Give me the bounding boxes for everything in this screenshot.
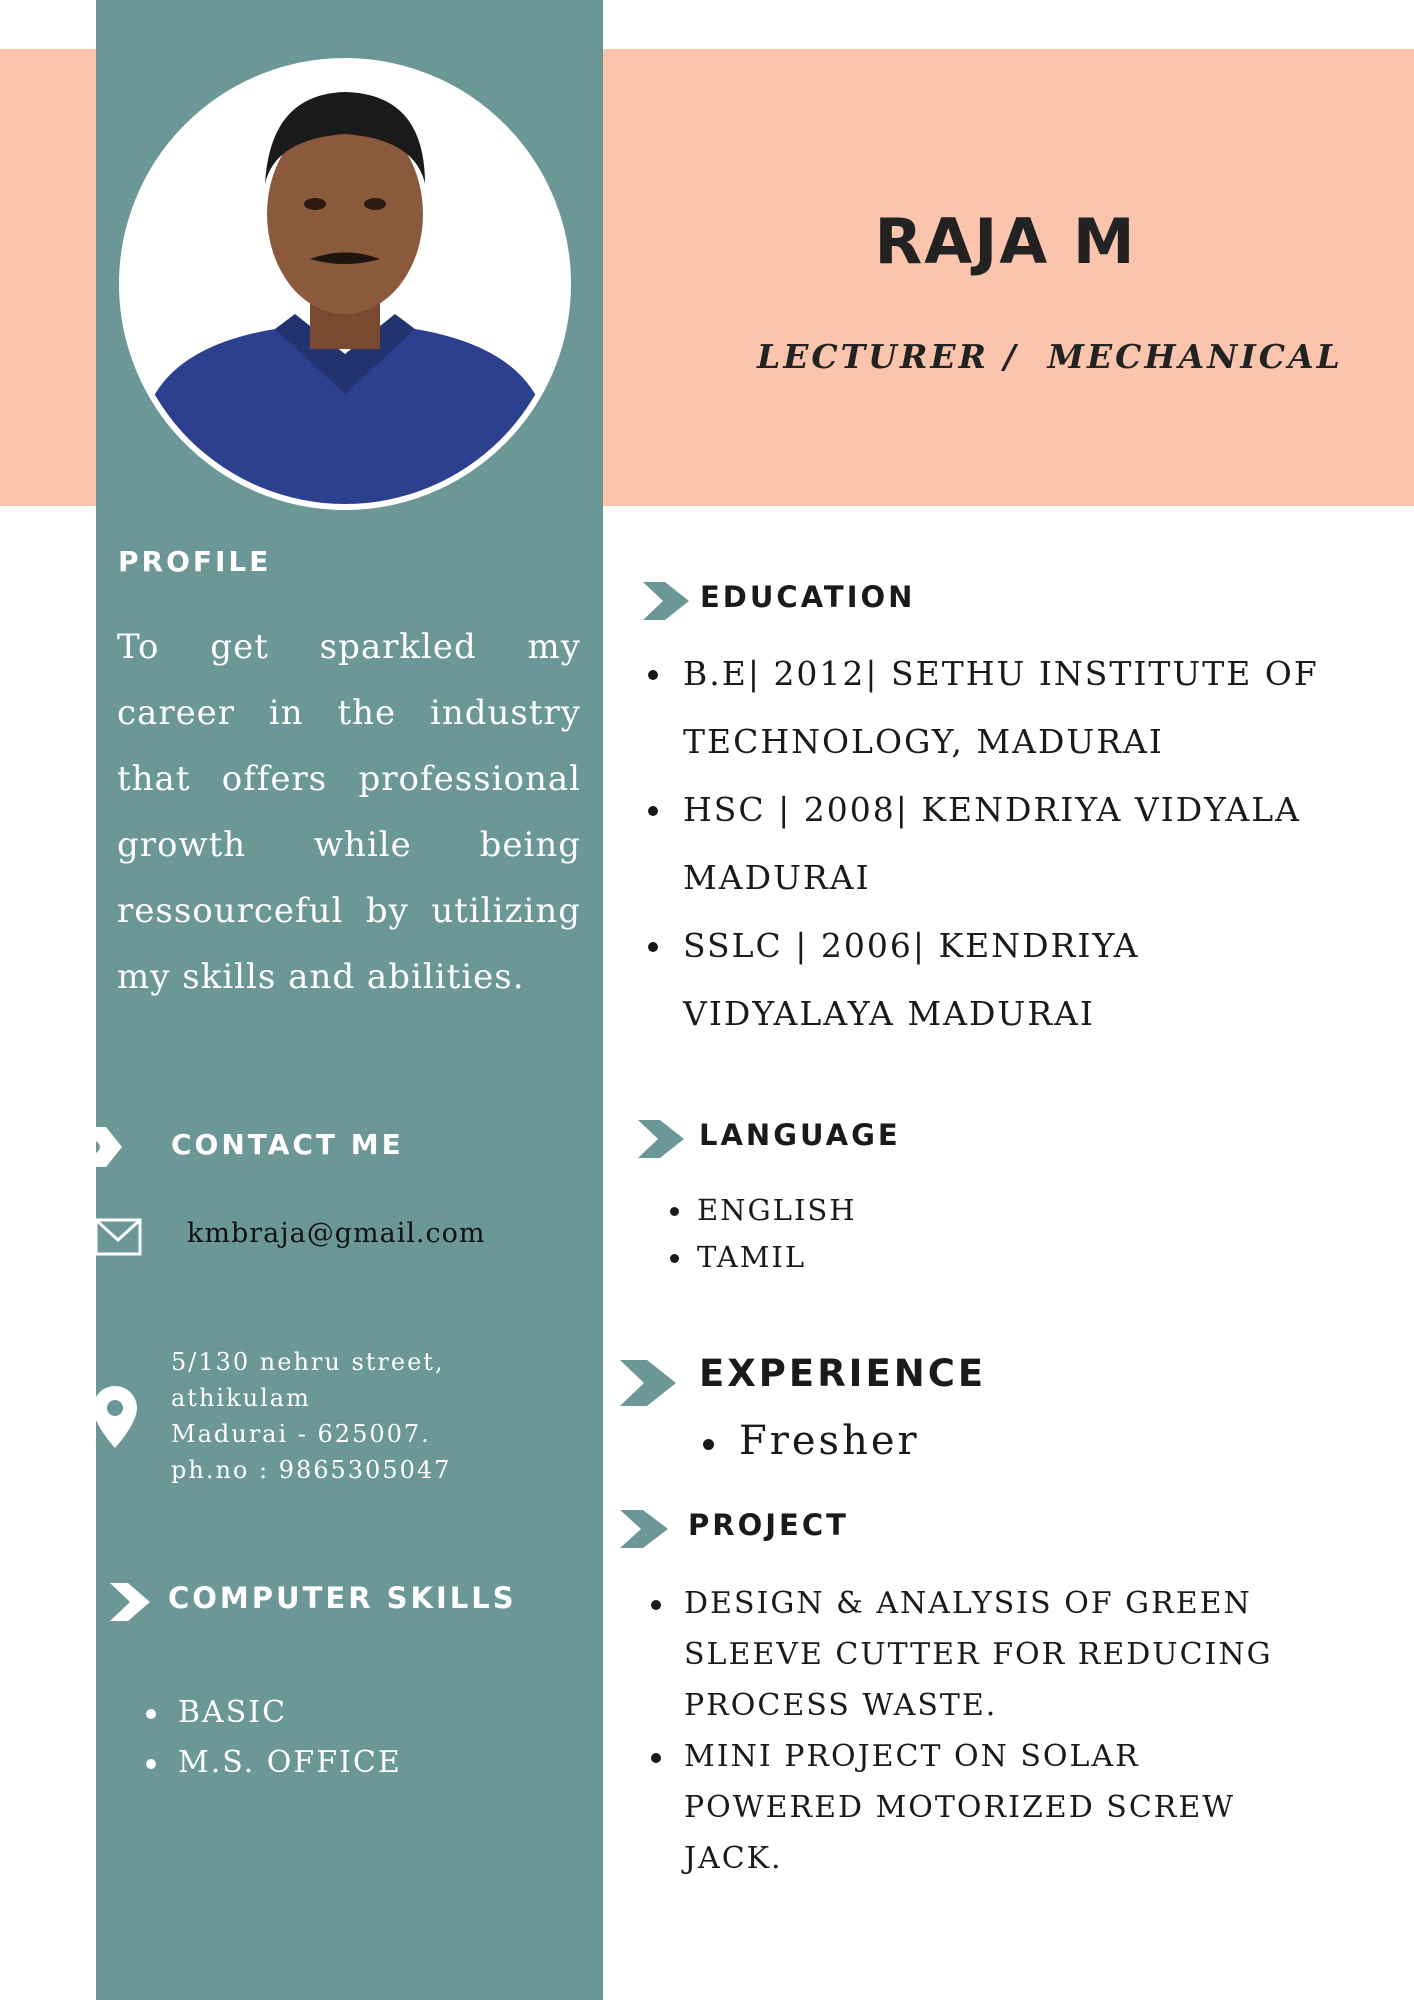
contact-heading: CONTACT ME — [171, 1128, 404, 1161]
list-item: SSLC | 2006| KENDRIYA VIDYALAYA MADURAI — [643, 912, 1353, 1048]
list-item: ENGLISH — [665, 1187, 857, 1234]
list-item: HSC | 2008| KENDRIYA VIDYALA MADURAI — [643, 776, 1353, 912]
map-pin-icon — [93, 1386, 137, 1448]
address-line: 5/130 nehru street, — [171, 1348, 445, 1376]
list-item: M.S. OFFICE — [140, 1738, 402, 1788]
computer-skills-heading: COMPUTER SKILLS — [168, 1581, 517, 1615]
experience-list — [699, 1413, 920, 1469]
envelope-icon — [96, 1218, 142, 1256]
chevron-right-icon — [638, 1120, 684, 1158]
chevron-right-icon — [110, 1583, 150, 1621]
chevron-right-icon — [643, 582, 689, 620]
profile-photo — [119, 58, 571, 510]
chevron-right-icon — [96, 1127, 124, 1167]
chevron-right-icon — [620, 1510, 668, 1548]
experience-heading: EXPERIENCE — [699, 1352, 987, 1395]
phone-line: ph.no : 9865305047 — [171, 1456, 452, 1484]
profile-heading: PROFILE — [118, 545, 272, 578]
chevron-right-icon — [620, 1360, 676, 1406]
project-list — [646, 1578, 1326, 1884]
language-list — [665, 1187, 857, 1281]
profile-text: To get sparkled my career in the industry that offers professional growth while being ressourceful by utilizing my skills and abilities. — [117, 627, 581, 997]
list-item: BASIC — [140, 1688, 402, 1738]
list-item: DESIGN & ANALYSIS OF GREEN SLEEVE CUTTER FOR REDUCING PROCESS WASTE. — [646, 1578, 1326, 1731]
project-heading: PROJECT — [688, 1508, 849, 1542]
language-heading: LANGUAGE — [699, 1118, 901, 1152]
list-item: B.E| 2012| SETHU INSTITUTE OF TECHNOLOGY, MADURAI — [643, 640, 1353, 776]
candidate-name: RAJA M — [874, 205, 1137, 278]
email-text: kmbraja@gmail.com — [187, 1218, 486, 1249]
skills-list — [140, 1688, 402, 1788]
candidate-role: LECTURER / MECHANICAL — [757, 337, 1343, 376]
education-list — [643, 640, 1353, 1048]
education-heading: EDUCATION — [700, 580, 916, 614]
address-line: Madurai - 625007. — [171, 1420, 431, 1448]
address-line: athikulam — [171, 1384, 311, 1412]
list-item: MINI PROJECT ON SOLAR POWERED MOTORIZED SCREW JACK. — [646, 1731, 1326, 1884]
list-item: Fresher — [699, 1413, 920, 1469]
list-item: TAMIL — [665, 1234, 857, 1281]
